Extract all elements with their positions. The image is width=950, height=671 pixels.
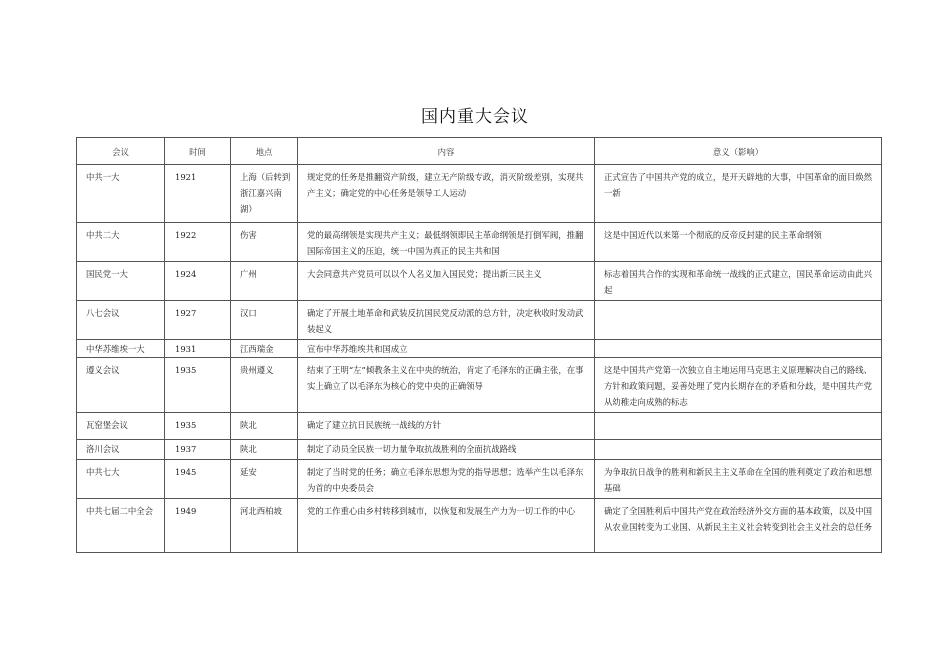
cell-year: 1922 (165, 223, 231, 262)
table-row (77, 413, 882, 440)
cell-year: 1924 (165, 262, 231, 301)
table-row (77, 262, 882, 301)
cell-meeting: 中共七大 (77, 460, 165, 499)
table-row (77, 460, 882, 499)
column-header-place: 地点 (231, 138, 298, 165)
cell-significance (595, 413, 882, 440)
column-header-content: 内容 (298, 138, 595, 165)
cell-place: 陕北 (231, 413, 298, 440)
cell-meeting: 八七会议 (77, 301, 165, 340)
cell-place: 陕北 (231, 440, 298, 460)
cell-meeting: 洛川会议 (77, 440, 165, 460)
cell-place: 贵州遵义 (231, 358, 298, 413)
cell-place: 河北西柏坡 (231, 499, 298, 553)
cell-significance: 这是中国共产党第一次独立自主地运用马克思主义原理解决自己的路线、方针和政策问题，妥善处理了党内长期存在的矛盾和分歧，是中国共产党从幼稚走向成熟的标志 (595, 358, 882, 413)
cell-place: 江西瑞金 (231, 340, 298, 358)
cell-year: 1937 (165, 440, 231, 460)
table-row (77, 358, 882, 413)
cell-content: 确定了开展土地革命和武装反抗国民党反动派的总方针，决定秋收时发动武装起义 (298, 301, 595, 340)
cell-significance: 这是中国近代以来第一个彻底的反帝反封建的民主革命纲领 (595, 223, 882, 262)
cell-year: 1935 (165, 413, 231, 440)
table-row (77, 440, 882, 460)
cell-content: 结束了王明“左”倾教条主义在中央的统治，肯定了毛泽东的正确主张，在事实上确立了以毛泽东为核心的党中央的正确领导 (298, 358, 595, 413)
cell-year: 1921 (165, 165, 231, 223)
cell-significance: 为争取抗日战争的胜利和新民主主义革命在全国的胜利奠定了政治和思想基础 (595, 460, 882, 499)
cell-significance: 标志着国共合作的实现和革命统一战线的正式建立，国民革命运动由此兴起 (595, 262, 882, 301)
cell-significance (595, 440, 882, 460)
cell-content: 规定党的任务是推翻资产阶级，建立无产阶级专政，消灭阶级差别，实现共产主义；确定党的中心任务是领导工人运动 (298, 165, 595, 223)
cell-meeting: 中华苏维埃一大 (77, 340, 165, 358)
cell-year: 1935 (165, 358, 231, 413)
column-header-time: 时间 (165, 138, 231, 165)
table-row (77, 340, 882, 358)
cell-meeting: 中共七届二中全会 (77, 499, 165, 553)
cell-place: 延安 (231, 460, 298, 499)
cell-content: 确定了建立抗日民族统一战线的方针 (298, 413, 595, 440)
cell-content: 大会同意共产党员可以以个人名义加入国民党；提出新三民主义 (298, 262, 595, 301)
cell-content: 制定了动员全民族一切力量争取抗战胜利的全面抗战路线 (298, 440, 595, 460)
table-row (77, 499, 882, 553)
cell-content: 党的最高纲领是实现共产主义；最低纲领即民主革命纲领是打倒军阀，推翻国际帝国主义的压迫，统一中国为真正的民主共和国 (298, 223, 595, 262)
cell-meeting: 中共一大 (77, 165, 165, 223)
cell-meeting: 瓦窑堡会议 (77, 413, 165, 440)
cell-content: 宣布中华苏维埃共和国成立 (298, 340, 595, 358)
cell-place: 伤害 (231, 223, 298, 262)
cell-place: 汉口 (231, 301, 298, 340)
table-row (77, 165, 882, 223)
table-header-row (77, 138, 882, 165)
table-row (77, 301, 882, 340)
cell-year: 1927 (165, 301, 231, 340)
cell-significance (595, 301, 882, 340)
cell-significance: 正式宣告了中国共产党的成立，是开天辟地的大事，中国革命的面目焕然一新 (595, 165, 882, 223)
cell-place: 广州 (231, 262, 298, 301)
meetings-table (76, 137, 882, 553)
column-header-significance: 意义（影响） (595, 138, 882, 165)
cell-content: 党的工作重心由乡村转移到城市，以恢复和发展生产力为一切工作的中心 (298, 499, 595, 553)
cell-year: 1949 (165, 499, 231, 553)
cell-significance (595, 340, 882, 358)
cell-place: 上海（后转到浙江嘉兴南湖） (231, 165, 298, 223)
cell-content: 制定了当时党的任务；确立毛泽东思想为党的指导思想；选举产生以毛泽东为首的中央委员会 (298, 460, 595, 499)
cell-significance: 确定了全国胜利后中国共产党在政治经济外交方面的基本政策，以及中国从农业国转变为工业国、从新民主主义社会转变到社会主义社会的总任务 (595, 499, 882, 553)
cell-meeting: 中共二大 (77, 223, 165, 262)
column-header-meeting: 会议 (77, 138, 165, 165)
cell-year: 1945 (165, 460, 231, 499)
page-title: 国内重大会议 (421, 107, 529, 127)
cell-year: 1931 (165, 340, 231, 358)
cell-meeting: 遵义会议 (77, 358, 165, 413)
table-row (77, 223, 882, 262)
cell-meeting: 国民党一大 (77, 262, 165, 301)
